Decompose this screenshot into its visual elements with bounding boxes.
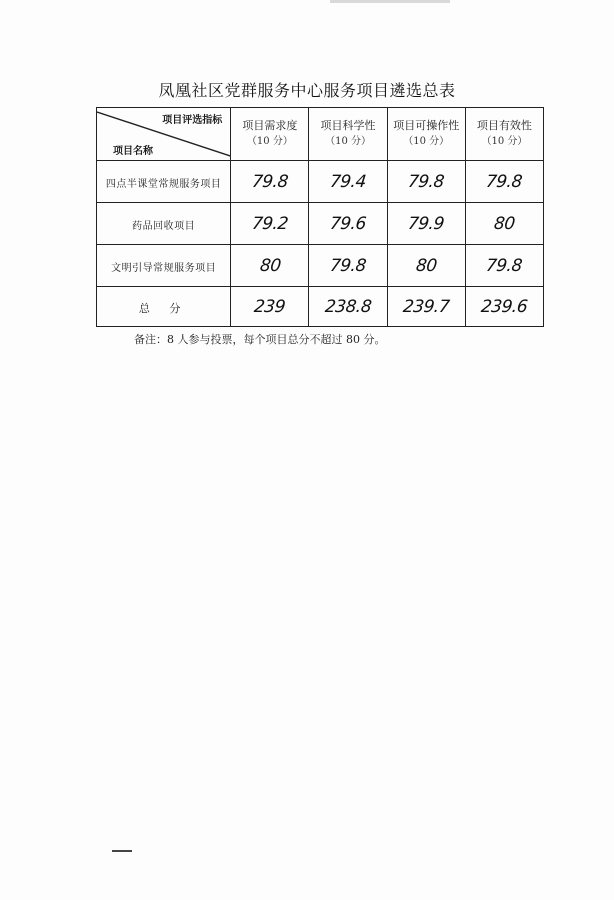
metric-header-operability [387, 108, 465, 161]
handwritten-total: 239.6 [480, 296, 529, 317]
table-row [97, 203, 544, 245]
criteria-header-label: 项目评选指标 [162, 115, 223, 126]
project-name-header-label: 项目名称 [113, 146, 153, 157]
project-selection-table [96, 107, 544, 327]
diagonal-header-cell [97, 108, 231, 161]
project-name: 药品回收项目 [132, 221, 196, 232]
total-cell [231, 287, 309, 327]
handwritten-score: 79.6 [329, 213, 368, 234]
total-row [97, 287, 544, 327]
handwritten-total: 238.8 [323, 296, 373, 317]
total-cell [309, 287, 387, 327]
handwritten-score: 79.2 [250, 213, 289, 234]
handwritten-score: 79.8 [329, 255, 368, 276]
project-name-cell [97, 245, 231, 287]
score-cell [387, 203, 465, 245]
scan-artifact [112, 850, 132, 852]
table-row [97, 245, 544, 287]
table-header-row [97, 108, 544, 161]
total-cell [465, 287, 543, 327]
metric-header-demand [231, 108, 309, 161]
metric-max-score: （10 分） [481, 136, 528, 147]
metric-header-scientific [309, 108, 387, 161]
score-cell [309, 203, 387, 245]
project-name-cell [97, 161, 231, 203]
handwritten-score: 79.8 [485, 255, 524, 276]
handwritten-score: 79.8 [250, 171, 289, 192]
handwritten-total: 239 [253, 296, 287, 317]
total-cell [387, 287, 465, 327]
handwritten-total: 239.7 [402, 296, 451, 317]
metric-max-score: （10 分） [403, 136, 450, 147]
handwritten-score: 80 [258, 255, 282, 276]
score-cell [465, 161, 543, 203]
score-cell [231, 161, 309, 203]
score-cell [231, 245, 309, 287]
document-title: 凤凰社区党群服务中心服务项目遴选总表 [158, 81, 456, 100]
score-cell [387, 245, 465, 287]
metric-header-effectiveness [465, 108, 543, 161]
handwritten-score: 80 [493, 213, 516, 234]
handwritten-score: 79.8 [485, 171, 524, 192]
metric-name: 项目科学性 [320, 119, 376, 132]
score-cell [465, 245, 543, 287]
total-label-cell [97, 287, 231, 327]
project-name: 四点半课堂常规服务项目 [105, 179, 222, 190]
score-cell [309, 161, 387, 203]
project-name-cell [97, 203, 231, 245]
score-cell [309, 245, 387, 287]
handwritten-score: 79.8 [407, 171, 446, 192]
project-name: 文明引导常规服务项目 [111, 263, 217, 274]
handwritten-score: 79.9 [407, 213, 446, 234]
score-cell [387, 161, 465, 203]
score-cell [465, 203, 543, 245]
metric-name: 项目需求度 [242, 119, 298, 132]
table-row [97, 161, 544, 203]
handwritten-score: 79.4 [329, 171, 368, 192]
footnote: 备注：8 人参与投票，每个项目总分不超过 80 分。 [134, 333, 386, 346]
handwritten-score: 80 [414, 255, 438, 276]
metric-max-score: （10 分） [246, 136, 293, 147]
total-label: 总 分 [138, 302, 189, 315]
score-cell [231, 203, 309, 245]
scan-artifact [330, 0, 450, 3]
metric-name: 项目有效性 [476, 119, 532, 132]
metric-name: 项目可操作性 [393, 119, 460, 132]
metric-max-score: （10 分） [325, 136, 371, 147]
